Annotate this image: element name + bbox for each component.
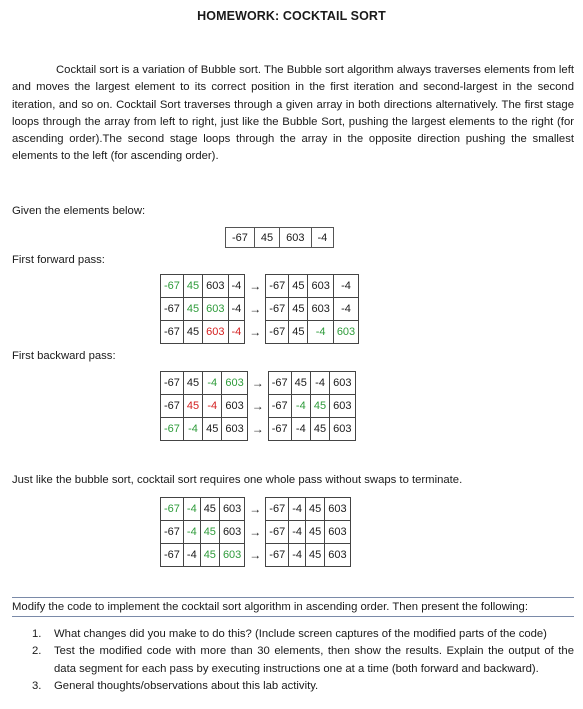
array-cell: -4 (289, 544, 306, 567)
array-cell: -4 (308, 321, 333, 344)
task-item (12, 678, 574, 695)
array-cell: 603 (325, 521, 350, 544)
given-array (225, 227, 334, 248)
arrow-right-icon: → (251, 376, 264, 390)
array-cell: -4 (203, 372, 222, 395)
arrow-right-icon: → (249, 502, 262, 516)
given-cell: -67 (226, 228, 255, 248)
array-cell: 603 (203, 321, 228, 344)
arrow-right-icon: → (249, 525, 262, 539)
array-cell: 603 (308, 298, 333, 321)
task-item (12, 626, 574, 643)
array-cell: -67 (266, 498, 289, 521)
backward-pass-table (160, 371, 356, 441)
arrow-right-icon: → (251, 399, 264, 413)
array-cell: -67 (161, 418, 184, 441)
array-cell: 45 (310, 395, 329, 418)
array-cell: 45 (183, 321, 202, 344)
array-cell: 603 (219, 544, 244, 567)
task-item (12, 643, 574, 678)
array-cell: 603 (203, 298, 228, 321)
divider-line (12, 597, 574, 598)
array-cell: 603 (219, 521, 244, 544)
pass-row (161, 418, 356, 441)
array-cell: 603 (325, 498, 350, 521)
array-cell: -67 (268, 395, 291, 418)
array-cell: 45 (203, 418, 222, 441)
array-cell: -4 (333, 275, 358, 298)
array-cell: -4 (291, 395, 310, 418)
pass-row (161, 372, 356, 395)
pass-row (161, 395, 356, 418)
array-cell: 603 (222, 395, 247, 418)
array-cell: -4 (228, 275, 245, 298)
array-cell: 45 (289, 321, 308, 344)
array-cell: 603 (222, 372, 247, 395)
task-number: 2. (32, 645, 42, 658)
array-cell: -67 (266, 321, 289, 344)
intro-paragraph (12, 62, 574, 166)
array-cell: -4 (183, 498, 200, 521)
pass-row (161, 521, 351, 544)
array-cell: -67 (266, 275, 289, 298)
array-cell: -67 (161, 544, 184, 567)
array-cell: -4 (228, 298, 245, 321)
array-cell: 45 (305, 544, 324, 567)
given-cell: 603 (280, 228, 311, 248)
array-cell: -4 (183, 544, 200, 567)
intro-text: Cocktail sort is a variation of Bubble sort. The Bubble sort algorithm always traverses elements from left and moves the largest element to its correct position in the first iteration and second-largest in the second iteration, and so on. Cocktail Sort traverses through a given array in both directions alternatively. The first stage loops through the array from left to right, just like the Bubble Sort, pushing the largest elements to the right (for ascending order).The second stage loops through the array in the opposite direction pushing the smallest elements to the left (for ascending order). (12, 64, 574, 163)
pass-row (161, 498, 351, 521)
given-cell: 45 (254, 228, 279, 248)
forward-pass-label: First forward pass: (12, 254, 105, 266)
array-cell: -67 (161, 321, 184, 344)
array-cell: 45 (200, 521, 219, 544)
array-cell: 603 (219, 498, 244, 521)
array-cell: -67 (266, 521, 289, 544)
array-cell: 603 (308, 275, 333, 298)
array-cell: 45 (305, 521, 324, 544)
backward-pass-label: First backward pass: (12, 350, 116, 362)
arrow-right-icon: → (251, 422, 264, 436)
array-cell: -4 (333, 298, 358, 321)
arrow-right-icon: → (249, 325, 262, 339)
forward-pass-table (160, 274, 359, 344)
arrow-right-icon: → (249, 302, 262, 316)
pass-row (161, 275, 359, 298)
task-list (12, 626, 574, 695)
given-label: Given the elements below: (12, 205, 146, 217)
array-cell: -67 (266, 298, 289, 321)
array-cell: -67 (266, 544, 289, 567)
array-cell: 45 (289, 298, 308, 321)
array-cell: -4 (228, 321, 245, 344)
task-text: General thoughts/observations about this lab activity. (54, 679, 319, 692)
array-cell: -67 (161, 521, 184, 544)
array-cell: 45 (289, 275, 308, 298)
array-cell: 45 (200, 544, 219, 567)
task-text: Test the modified code with more than 30 elements, then show the results. Explain the output of the data segment for each pass by executing instructions one at a time (both forward and backward). (54, 645, 574, 675)
array-cell: -4 (183, 521, 200, 544)
array-cell: -67 (161, 298, 184, 321)
array-cell: 45 (183, 395, 202, 418)
array-cell: -67 (161, 498, 184, 521)
modify-instructions: Modify the code to implement the cocktail sort algorithm in ascending order. Then present the following: (12, 601, 528, 613)
array-cell: 603 (330, 418, 355, 441)
array-cell: 45 (310, 418, 329, 441)
array-cell: -67 (268, 372, 291, 395)
array-cell: 603 (222, 418, 247, 441)
array-cell: 45 (200, 498, 219, 521)
divider-line (12, 616, 574, 617)
array-cell: -4 (310, 372, 329, 395)
array-cell: -4 (183, 418, 202, 441)
pass-row (161, 321, 359, 344)
array-cell: 45 (183, 372, 202, 395)
no-swap-text: Just like the bubble sort, cocktail sort requires one whole pass without swaps to terminate. (12, 474, 463, 486)
arrow-right-icon: → (249, 548, 262, 562)
array-cell: 45 (305, 498, 324, 521)
array-cell: 603 (330, 395, 355, 418)
array-cell: 603 (325, 544, 350, 567)
array-cell: 45 (183, 275, 202, 298)
arrow-right-icon: → (249, 279, 262, 293)
array-cell: -67 (161, 275, 184, 298)
array-cell: -4 (203, 395, 222, 418)
pass-row (161, 544, 351, 567)
array-cell: -4 (289, 498, 306, 521)
array-cell: 603 (203, 275, 228, 298)
task-number: 1. (32, 628, 42, 640)
final-pass-table (160, 497, 351, 567)
array-cell: 45 (183, 298, 202, 321)
given-cell: -4 (311, 228, 334, 248)
task-text: What changes did you make to do this? (Include screen captures of the modified parts of the code) (54, 628, 547, 640)
array-cell: 603 (330, 372, 355, 395)
array-cell: 45 (291, 372, 310, 395)
array-cell: -4 (289, 521, 306, 544)
pass-row (161, 298, 359, 321)
task-number: 3. (32, 679, 42, 692)
page-title: HOMEWORK: COCKTAIL SORT (197, 9, 386, 23)
array-cell: -67 (161, 372, 184, 395)
array-cell: 603 (333, 321, 358, 344)
array-cell: -67 (268, 418, 291, 441)
array-cell: -4 (291, 418, 310, 441)
array-cell: -67 (161, 395, 184, 418)
